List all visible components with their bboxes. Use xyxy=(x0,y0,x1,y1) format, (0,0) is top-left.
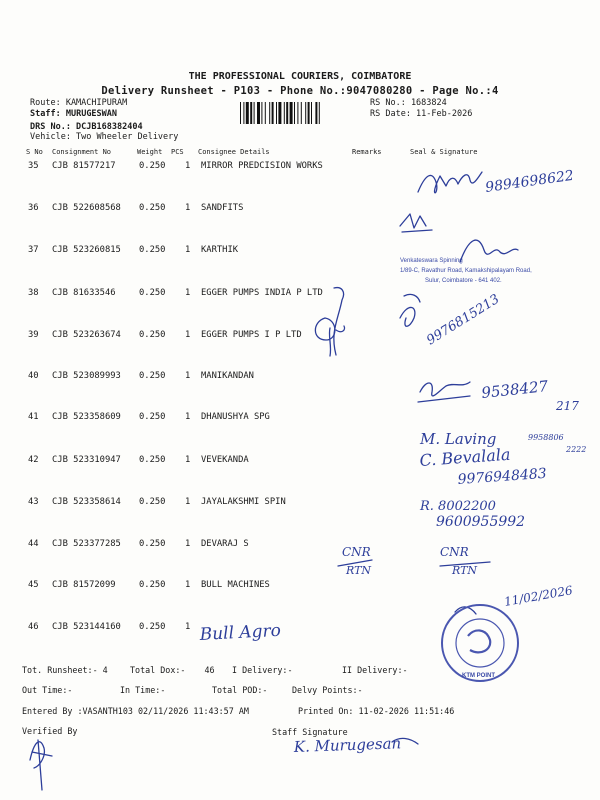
remark-cnr: CNR xyxy=(342,545,371,559)
row-weight: 0.250 xyxy=(139,580,166,590)
row-weight: 0.250 xyxy=(139,455,166,465)
row-consignment: CJB 523089993 xyxy=(52,371,121,381)
row-weight: 0.250 xyxy=(139,412,166,422)
row-consignment: CJB 81577217 xyxy=(52,161,116,171)
staff-signature: K. Murugesan xyxy=(293,734,402,756)
row-consignee: JAYALAKSHMI SPIN xyxy=(201,497,286,507)
row-weight: 0.250 xyxy=(139,245,166,255)
svg-text:Venkateswara Spinning: Venkateswara Spinning xyxy=(400,258,463,264)
handwritten-phone: 9976815213 xyxy=(424,291,503,349)
row-sno: 35 xyxy=(28,161,39,171)
row-weight: 0.250 xyxy=(139,161,166,171)
row-sno: 44 xyxy=(28,539,39,549)
row-pcs: 1 xyxy=(185,580,191,590)
row-sno: 42 xyxy=(28,455,39,465)
handwritten-phone: 9976948483 xyxy=(457,465,548,488)
row-consignee: EGGER PUMPS I P LTD xyxy=(201,330,302,340)
vehicle-label: Vehicle: Two Wheeler Delivery xyxy=(30,132,179,142)
row-consignment: CJB 522608568 xyxy=(52,203,121,213)
row-consignee: BULL MACHINES xyxy=(201,580,270,590)
handwritten-name: C. Bevalala xyxy=(418,444,512,470)
in-time: In Time:- xyxy=(120,685,166,695)
handwritten-phone: 9958806 xyxy=(528,433,564,442)
row-pcs: 1 xyxy=(185,412,191,422)
delvy-points: Delvy Points:- xyxy=(292,685,363,695)
row-consignment: CJB 523358614 xyxy=(52,497,121,507)
total-dox xyxy=(130,665,215,675)
signature-mark xyxy=(400,214,432,232)
handwritten-phone: 9894698622 xyxy=(484,167,575,196)
row-sno: 41 xyxy=(28,412,39,422)
row-consignee: EGGER PUMPS INDIA P LTD xyxy=(201,288,323,298)
row-consignment: CJB 81633546 xyxy=(52,288,116,298)
staff-value: MURUGESWAN xyxy=(65,109,118,119)
handwritten-phone: 9538427 xyxy=(480,377,549,402)
row-pcs: 1 xyxy=(185,203,191,213)
signature-mark xyxy=(334,288,345,355)
seal-rtn: RTN xyxy=(452,564,478,577)
signature-mark xyxy=(460,240,518,262)
rs-date: RS Date: 11-Feb-2026 xyxy=(370,109,473,119)
row-weight: 0.250 xyxy=(139,288,166,298)
row-consignment: CJB 523144160 xyxy=(52,622,121,632)
row-pcs: 1 xyxy=(185,622,191,632)
verified-by-label: Verified By xyxy=(22,726,78,736)
printed-on: Printed On: 11-02-2026 11:51:46 xyxy=(298,706,455,716)
total-dox-value: 46 xyxy=(204,665,215,675)
row-consignee: SANDFITS xyxy=(201,203,244,213)
row-sno: 46 xyxy=(28,622,39,632)
col-sno: S No xyxy=(26,148,43,156)
signature-mark xyxy=(418,382,470,402)
row-sno: 45 xyxy=(28,580,39,590)
row-pcs: 1 xyxy=(185,288,191,298)
row-weight: 0.250 xyxy=(139,497,166,507)
row-sno: 40 xyxy=(28,371,39,381)
handwritten-name: R. 8002200 xyxy=(420,499,496,514)
seal-cnr: CNR xyxy=(440,545,469,559)
company-title: THE PROFESSIONAL COURIERS, COIMBATORE xyxy=(188,71,412,82)
row-consignee: DHANUSHYA SPG xyxy=(201,412,270,422)
row-pcs: 1 xyxy=(185,371,191,381)
handwritten-date: 11/02/2026 xyxy=(503,583,574,609)
row-weight: 0.250 xyxy=(139,539,166,549)
company-stamp xyxy=(400,258,532,284)
signature-mark xyxy=(315,318,335,356)
col-pcs: PCS xyxy=(171,148,184,156)
row-weight: 0.250 xyxy=(139,203,166,213)
row-consignment: CJB 523260815 xyxy=(52,245,121,255)
handwritten-note: 217 xyxy=(556,399,579,413)
drs-number: DRS No.: DCJB168382404 xyxy=(30,122,143,132)
row-sno: 38 xyxy=(28,288,39,298)
route-label: Route: KAMACHIPURAM xyxy=(30,98,128,108)
round-seal-stamp xyxy=(442,605,518,681)
row-sno: 37 xyxy=(28,245,39,255)
total-pod: Total POD:- xyxy=(212,685,268,695)
total-dox-label: Total Dox:- xyxy=(130,665,186,675)
svg-text:Sulur, Coimbatore - 641 402.: Sulur, Coimbatore - 641 402. xyxy=(425,278,502,284)
staff-label-text: Staff: xyxy=(30,109,61,119)
row-pcs: 1 xyxy=(185,455,191,465)
row-sno: 39 xyxy=(28,330,39,340)
entered-by: Entered By :VASANTH103 02/11/2026 11:43:57 AM xyxy=(22,706,249,716)
i-delivery: I Delivery:- xyxy=(232,665,293,675)
staff-signature-label: Staff Signature xyxy=(272,727,348,737)
rs-number: RS No.: 1683824 xyxy=(370,98,447,108)
row-consignee: DEVARAJ S xyxy=(201,539,249,549)
row-pcs: 1 xyxy=(185,161,191,171)
row-consignment: CJB 523263674 xyxy=(52,330,121,340)
row-weight: 0.250 xyxy=(139,622,166,632)
remark-rtn: RTN xyxy=(346,564,372,577)
tot-runsheet: Tot. Runsheet:- 4 xyxy=(22,665,108,675)
row-pcs: 1 xyxy=(185,245,191,255)
row-pcs: 1 xyxy=(185,539,191,549)
col-remarks: Remarks xyxy=(352,148,382,156)
out-time: Out Time:- xyxy=(22,685,73,695)
signature-mark xyxy=(400,294,420,326)
row-consignment: CJB 523310947 xyxy=(52,455,121,465)
row-pcs: 1 xyxy=(185,497,191,507)
row-consignee: KARTHIK xyxy=(201,245,239,255)
ii-delivery: II Delivery:- xyxy=(342,665,408,675)
row-sno: 43 xyxy=(28,497,39,507)
row-consignee: MANIKANDAN xyxy=(201,371,254,381)
col-consignment: Consignment No xyxy=(52,148,112,156)
handwritten-note: 2222 xyxy=(566,445,587,454)
runsheet-subtitle: Delivery Runsheet - P103 - Phone No.:9047080280 - Page No.:4 xyxy=(101,85,499,97)
col-consignee: Consignee Details xyxy=(198,148,270,156)
handwritten-phone: 9600955992 xyxy=(436,514,526,530)
verified-signature xyxy=(30,740,52,790)
svg-text:1/89-C, Ravathur Road, Kamaksh: 1/89-C, Ravathur Road, Kamakshipalayam Road, xyxy=(400,268,532,274)
row-consignee: VEVEKANDA xyxy=(201,455,249,465)
row-consignment: CJB 523358609 xyxy=(52,412,121,422)
row-sno: 36 xyxy=(28,203,39,213)
col-weight: Weight xyxy=(137,148,163,156)
col-seal-signature: Seal & Signature xyxy=(410,148,478,156)
row-pcs: 1 xyxy=(185,330,191,340)
handwritten-consignee: Bull Agro xyxy=(199,620,282,645)
handwritten-name: M. Laving xyxy=(420,430,497,448)
row-consignee: MIRROR PREDCISION WORKS xyxy=(201,161,323,171)
row-weight: 0.250 xyxy=(139,371,166,381)
signature-mark xyxy=(418,172,482,193)
stamp-label: KTM POINT xyxy=(462,673,495,679)
row-consignment: CJB 81572099 xyxy=(52,580,116,590)
row-consignment: CJB 523377285 xyxy=(52,539,121,549)
row-weight: 0.250 xyxy=(139,330,166,340)
